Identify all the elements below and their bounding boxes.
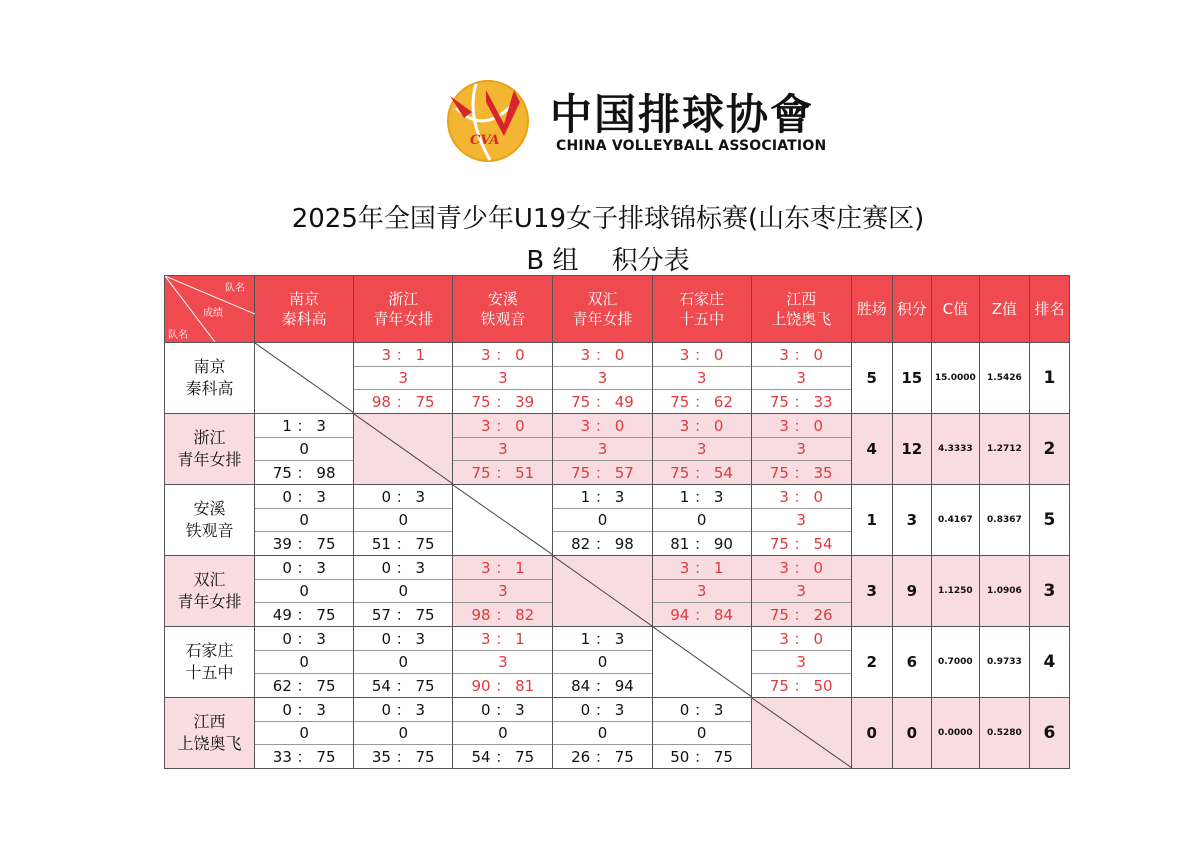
- points-ratio: 35 ： 75: [354, 744, 452, 768]
- match-result-cell: [354, 556, 453, 627]
- match-points: 3: [553, 437, 651, 461]
- wins-count: 1: [851, 485, 892, 556]
- match-points: 3: [553, 366, 651, 390]
- row-team-name: [165, 698, 255, 769]
- match-result: [653, 556, 751, 626]
- match-points: 0: [553, 721, 651, 745]
- match-result-cell: [255, 698, 354, 769]
- match-points: 3: [453, 650, 552, 674]
- match-points: 0: [354, 721, 452, 745]
- header-team-line1: 石家庄: [679, 290, 725, 308]
- header-row: [165, 276, 1070, 343]
- match-result: [752, 414, 851, 484]
- match-result-cell: [453, 627, 553, 698]
- header-team-line1: 江西: [786, 290, 817, 308]
- header-team-line1: 安溪: [487, 290, 518, 308]
- page-subtitle: B 组 积分表: [526, 246, 690, 276]
- match-result: [354, 627, 452, 697]
- match-points: 0: [653, 508, 751, 532]
- corner-team2-label: 队名: [168, 330, 188, 341]
- rank-value: 4: [1029, 627, 1069, 698]
- points-ratio: 54 ： 75: [453, 744, 552, 768]
- points-ratio: 33 ： 75: [255, 744, 353, 768]
- points-ratio: 84 ： 94: [553, 673, 651, 697]
- wins-count: 0: [851, 698, 892, 769]
- points-ratio: 98 ： 82: [453, 602, 552, 626]
- match-result: [752, 343, 851, 413]
- match-result: [354, 343, 452, 413]
- c-value: 1.1250: [931, 556, 979, 627]
- points-ratio: 98 ： 75: [354, 389, 452, 413]
- rank-value: 6: [1029, 698, 1069, 769]
- match-result-cell: [652, 414, 751, 485]
- set-score: 3 ： 0: [580, 345, 625, 364]
- match-result: [255, 485, 353, 555]
- match-result: [255, 698, 353, 768]
- header-team-line2: 秦科高: [281, 310, 327, 328]
- header-team-2: [453, 276, 553, 343]
- set-score: 3 ： 0: [779, 345, 823, 364]
- match-result-cell: [652, 485, 751, 556]
- points-ratio: 54 ： 75: [354, 673, 452, 697]
- self-match-diagonal: [453, 485, 553, 556]
- match-result: [255, 414, 353, 484]
- self-match-diagonal: [751, 698, 851, 769]
- z-value: 0.9733: [979, 627, 1029, 698]
- set-score: 0 ： 3: [381, 487, 426, 506]
- z-value: 1.0906: [979, 556, 1029, 627]
- c-value: 0.4167: [931, 485, 979, 556]
- points-total: 0: [892, 698, 931, 769]
- set-score: 0 ： 3: [282, 700, 326, 719]
- points-ratio: 75 ： 57: [553, 460, 651, 484]
- header-team-line1: 浙江: [388, 290, 419, 308]
- set-score: 3 ： 0: [779, 487, 823, 506]
- header-c-value: C值: [931, 276, 979, 343]
- header-team-line2: 铁观音: [480, 310, 526, 328]
- rank-value: 2: [1029, 414, 1069, 485]
- match-result-cell: [255, 414, 354, 485]
- match-result: [752, 485, 851, 555]
- header-team-line2: 青年女排: [572, 310, 633, 328]
- match-points: 0: [354, 508, 452, 532]
- match-points: 3: [752, 579, 851, 603]
- team-row: [165, 698, 1070, 769]
- wins-count: 4: [851, 414, 892, 485]
- match-result: [453, 414, 552, 484]
- c-value: 15.0000: [931, 343, 979, 414]
- match-points: 3: [752, 366, 851, 390]
- match-result: [453, 556, 552, 626]
- match-points: 0: [255, 579, 353, 603]
- match-result: [553, 698, 651, 768]
- wins-count: 5: [851, 343, 892, 414]
- points-ratio: 75 ： 62: [653, 389, 751, 413]
- set-score: 0 ： 3: [381, 629, 426, 648]
- points-ratio: 75 ： 98: [255, 460, 353, 484]
- set-score: 3 ： 0: [679, 345, 724, 364]
- match-result: [553, 627, 651, 697]
- set-score: 3 ： 0: [779, 629, 823, 648]
- header-points: 积分: [892, 276, 931, 343]
- rank-value: 5: [1029, 485, 1069, 556]
- match-result: [553, 414, 651, 484]
- c-value: 4.3333: [931, 414, 979, 485]
- z-value: 0.8367: [979, 485, 1029, 556]
- match-points: 0: [553, 508, 651, 532]
- logo-chinese-text: 中国排球协會: [550, 90, 815, 139]
- match-points: 3: [453, 579, 552, 603]
- match-result-cell: [553, 698, 652, 769]
- set-score: 3 ： 1: [481, 558, 525, 577]
- set-score: 1 ： 3: [580, 487, 625, 506]
- points-ratio: 75 ： 26: [752, 602, 851, 626]
- set-score: 3 ： 0: [481, 345, 525, 364]
- team-name-line1: 双汇: [193, 570, 226, 589]
- match-result: [453, 343, 552, 413]
- match-result-cell: [652, 556, 751, 627]
- team-row: [165, 556, 1070, 627]
- corner-result-label: 成绩: [203, 308, 223, 319]
- match-result: [553, 343, 651, 413]
- match-result-cell: [255, 556, 354, 627]
- match-result-cell: [751, 627, 851, 698]
- logo-badge-text: CVA: [470, 133, 500, 148]
- z-value: 1.2712: [979, 414, 1029, 485]
- points-ratio: 62 ： 75: [255, 673, 353, 697]
- self-match-diagonal: [652, 627, 751, 698]
- team-name-line1: 南京: [193, 357, 226, 376]
- match-result: [752, 627, 851, 697]
- match-points: 3: [653, 579, 751, 603]
- match-points: 3: [453, 437, 552, 461]
- match-result-cell: [553, 485, 652, 556]
- points-ratio: 51 ： 75: [354, 531, 452, 555]
- set-score: 3 ： 1: [679, 558, 724, 577]
- set-score: 0 ： 3: [580, 700, 625, 719]
- set-score: 3 ： 0: [779, 416, 823, 435]
- match-result-cell: [255, 627, 354, 698]
- match-result: [354, 485, 452, 555]
- match-points: 0: [653, 721, 751, 745]
- row-team-name: [165, 627, 255, 698]
- points-ratio: 39 ： 75: [255, 531, 353, 555]
- match-points: 0: [453, 721, 552, 745]
- set-score: 1 ： 3: [282, 416, 326, 435]
- z-value: 0.5280: [979, 698, 1029, 769]
- header-team-4: [652, 276, 751, 343]
- match-result-cell: [354, 485, 453, 556]
- match-result-cell: [553, 414, 652, 485]
- match-points: 0: [255, 721, 353, 745]
- points-ratio: 75 ： 39: [453, 389, 552, 413]
- set-score: 0 ： 3: [282, 629, 326, 648]
- points-total: 6: [892, 627, 931, 698]
- set-score: 1 ： 3: [580, 629, 625, 648]
- points-ratio: 81 ： 90: [653, 531, 751, 555]
- match-result: [752, 556, 851, 626]
- match-result-cell: [751, 414, 851, 485]
- points-ratio: 75 ： 50: [752, 673, 851, 697]
- set-score: 1 ： 3: [679, 487, 724, 506]
- self-match-diagonal: [354, 414, 453, 485]
- match-result: [255, 556, 353, 626]
- corner-header-cell: [165, 276, 255, 343]
- header-team-line2: 青年女排: [373, 310, 434, 328]
- match-result-cell: [652, 343, 751, 414]
- points-ratio: 90 ： 81: [453, 673, 552, 697]
- team-row: [165, 414, 1070, 485]
- points-ratio: 75 ： 54: [752, 531, 851, 555]
- match-result-cell: [255, 485, 354, 556]
- set-score: 0 ： 3: [381, 558, 426, 577]
- team-row: [165, 627, 1070, 698]
- match-result-cell: [453, 414, 553, 485]
- team-name-line1: 安溪: [193, 499, 226, 518]
- self-match-diagonal: [553, 556, 652, 627]
- match-result-cell: [453, 556, 553, 627]
- match-result: [354, 556, 452, 626]
- header-z-value: Z值: [979, 276, 1029, 343]
- match-result: [354, 698, 452, 768]
- match-points: 3: [453, 366, 552, 390]
- set-score: 0 ： 3: [679, 700, 724, 719]
- points-ratio: 75 ： 33: [752, 389, 851, 413]
- rank-value: 3: [1029, 556, 1069, 627]
- points-ratio: 57 ： 75: [354, 602, 452, 626]
- points-total: 9: [892, 556, 931, 627]
- header-rank: 排名: [1029, 276, 1069, 343]
- set-score: 0 ： 3: [481, 700, 525, 719]
- team-row: [165, 343, 1070, 414]
- match-points: 3: [752, 508, 851, 532]
- header-team-line2: 上饶奥飞: [771, 310, 832, 328]
- match-points: 3: [752, 437, 851, 461]
- header-team-0: [255, 276, 354, 343]
- points-ratio: 49 ： 75: [255, 602, 353, 626]
- team-name-line2: 铁观音: [185, 521, 234, 540]
- points-total: 15: [892, 343, 931, 414]
- corner-team-label: 队名: [225, 283, 245, 294]
- set-score: 3 ： 1: [381, 345, 426, 364]
- wins-count: 2: [851, 627, 892, 698]
- match-result: [453, 627, 552, 697]
- match-result: [653, 343, 751, 413]
- c-value: 0.0000: [931, 698, 979, 769]
- self-match-diagonal: [255, 343, 354, 414]
- set-score: 3 ： 0: [679, 416, 724, 435]
- match-points: 3: [354, 366, 452, 390]
- points-ratio: 94 ： 84: [653, 602, 751, 626]
- match-result: [255, 627, 353, 697]
- set-score: 3 ： 0: [580, 416, 625, 435]
- points-ratio: 26 ： 75: [553, 744, 651, 768]
- points-total: 12: [892, 414, 931, 485]
- row-team-name: [165, 414, 255, 485]
- match-result-cell: [751, 556, 851, 627]
- match-result-cell: [751, 485, 851, 556]
- row-team-name: [165, 343, 255, 414]
- set-score: 0 ： 3: [381, 700, 426, 719]
- match-result: [653, 698, 751, 768]
- logo-english-text: CHINA VOLLEYBALL ASSOCIATION: [556, 138, 827, 154]
- points-total: 3: [892, 485, 931, 556]
- team-name-line2: 十五中: [185, 663, 234, 682]
- match-result-cell: [553, 627, 652, 698]
- match-points: 0: [354, 579, 452, 603]
- points-ratio: 82 ： 98: [553, 531, 651, 555]
- match-result-cell: [652, 698, 751, 769]
- match-result: [653, 414, 751, 484]
- volleyball-logo-icon: [446, 78, 532, 164]
- match-points: 3: [752, 650, 851, 674]
- match-result-cell: [553, 343, 652, 414]
- match-points: 0: [354, 650, 452, 674]
- points-ratio: 75 ： 35: [752, 460, 851, 484]
- match-points: 0: [255, 650, 353, 674]
- row-team-name: [165, 485, 255, 556]
- match-result-cell: [354, 627, 453, 698]
- points-ratio: 50 ： 75: [653, 744, 751, 768]
- team-name-line1: 江西: [193, 712, 226, 731]
- match-points: 0: [255, 437, 353, 461]
- header-team-3: [553, 276, 652, 343]
- set-score: 3 ： 0: [779, 558, 823, 577]
- c-value: 0.7000: [931, 627, 979, 698]
- z-value: 1.5426: [979, 343, 1029, 414]
- header-team-5: [751, 276, 851, 343]
- match-result-cell: [354, 698, 453, 769]
- set-score: 0 ： 3: [282, 487, 326, 506]
- points-ratio: 75 ： 54: [653, 460, 751, 484]
- header-team-line1: 南京: [289, 290, 320, 308]
- match-result: [653, 485, 751, 555]
- standings-table: [164, 275, 1070, 769]
- team-name-line2: 秦科高: [185, 379, 234, 398]
- wins-count: 3: [851, 556, 892, 627]
- match-result: [453, 698, 552, 768]
- set-score: 0 ： 3: [282, 558, 326, 577]
- team-name-line1: 浙江: [193, 428, 226, 447]
- team-name-line2: 上饶奥飞: [177, 734, 242, 753]
- match-result-cell: [354, 343, 453, 414]
- match-points: 3: [653, 437, 751, 461]
- page-title: 2025年全国青少年U19女子排球锦标赛(山东枣庄赛区): [291, 204, 925, 234]
- header-team-line2: 十五中: [679, 310, 725, 328]
- points-ratio: 75 ： 51: [453, 460, 552, 484]
- rank-value: 1: [1029, 343, 1069, 414]
- match-result-cell: [453, 343, 553, 414]
- team-name-line2: 青年女排: [177, 450, 242, 469]
- set-score: 3 ： 0: [481, 416, 525, 435]
- match-result-cell: [453, 698, 553, 769]
- match-points: 0: [553, 650, 651, 674]
- cva-logo: [446, 78, 827, 164]
- header-wins: 胜场: [851, 276, 892, 343]
- match-result-cell: [751, 343, 851, 414]
- header-team-line1: 双汇: [587, 290, 618, 308]
- team-name-line1: 石家庄: [185, 641, 234, 660]
- points-ratio: 75 ： 49: [553, 389, 651, 413]
- team-name-line2: 青年女排: [177, 592, 242, 611]
- match-points: 0: [255, 508, 353, 532]
- team-row: [165, 485, 1070, 556]
- match-result: [553, 485, 651, 555]
- header-team-1: [354, 276, 453, 343]
- set-score: 3 ： 1: [481, 629, 525, 648]
- row-team-name: [165, 556, 255, 627]
- match-points: 3: [653, 366, 751, 390]
